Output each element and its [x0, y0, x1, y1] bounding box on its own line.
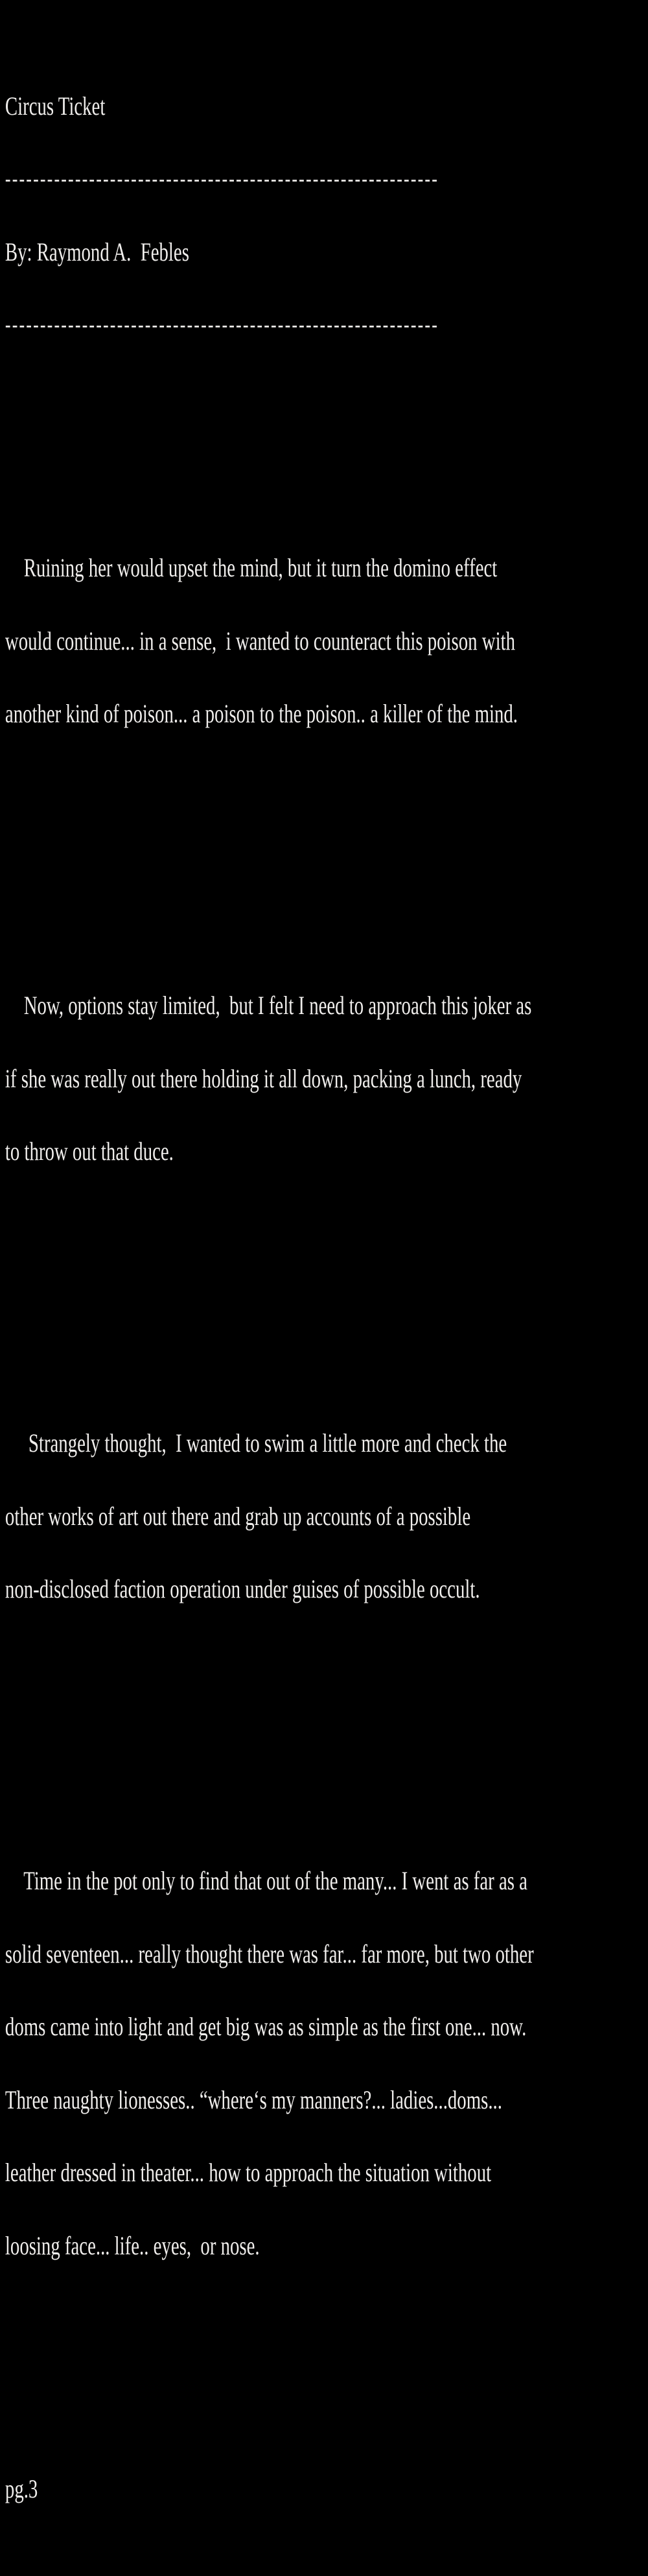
page-title: Circus Ticket: [5, 91, 106, 121]
paragraph-line: loosing face... life.. eyes, or nose.: [5, 2230, 260, 2260]
blank-line: [5, 410, 648, 434]
paragraph-line: if she was really out there holding it all down, packing a lunch, ready: [5, 1063, 522, 1093]
paragraph-line: non-disclosed faction operation under guises of possible occult.: [5, 1574, 480, 1603]
paragraph-line: Time in the pot only to find that out of the many... I went as far as a: [5, 1866, 527, 1895]
divider-bottom: --------------------------------------------------------------: [5, 311, 439, 337]
paragraph-line: would continue... in a sense, i wanted to counteract this poison with: [5, 626, 515, 656]
paragraph-1: [5, 507, 648, 775]
paragraph-line: to throw out that duce.: [5, 1137, 174, 1166]
paragraph-line: Ruining her would upset the mind, but it turn the domino effect: [5, 553, 498, 582]
blank-line: [5, 1285, 648, 1310]
divider-top: --------------------------------------------------------------: [5, 165, 439, 191]
paragraph-line: solid seventeen... really thought there was far... far more, but two other: [5, 1939, 534, 1968]
paragraph-line: Three naughty lionesses.. “where‘s my manners?... ladies...doms...: [5, 2085, 502, 2114]
paragraph-line: leather dressed in theater... how to approach the situation without: [5, 2158, 492, 2187]
blank-line: [5, 2380, 648, 2404]
paragraph-line: other works of art out there and grab up accounts of a possible: [5, 1501, 471, 1531]
byline: By: Raymond A. Febles: [5, 237, 189, 266]
paragraph-3: [5, 1382, 648, 1650]
paragraph-line: doms came into light and get big was as simple as the first one... now.: [5, 2012, 527, 2041]
blank-line: [5, 1723, 648, 1747]
paragraph-line: Now, options stay limited, but I felt I need to approach this joker as: [5, 991, 532, 1020]
paragraph-2: [5, 945, 648, 1212]
paragraph-4: [5, 1820, 648, 2306]
page-number: pg.3: [5, 2474, 38, 2503]
paragraph-line: Strangely thought, I wanted to swim a little more and check the: [5, 1428, 507, 1458]
paragraph-line: another kind of poison... a poison to the poison.. a killer of the mind.: [5, 699, 518, 728]
blank-line: [5, 847, 648, 872]
